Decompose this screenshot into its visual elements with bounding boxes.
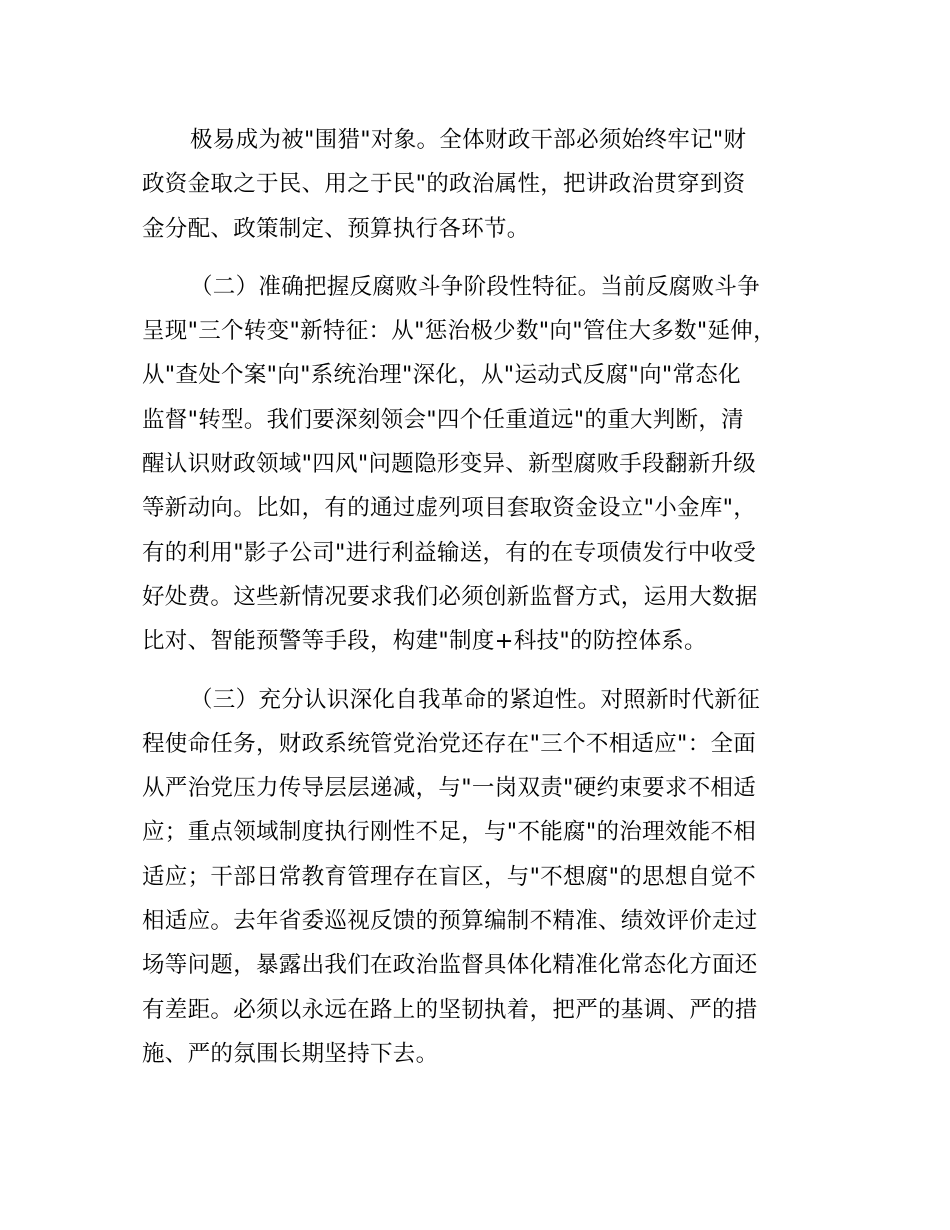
paragraph-line: 有的利用"影子公司"进行利益输送，有的在专项债发行中收受 [142, 539, 757, 566]
paragraph-line: 好处费。这些新情况要求我们必须创新监督方式，运用大数据 [142, 583, 758, 610]
paragraph-line: 应；重点领域制度执行刚性不足，与"不能腐"的治理效能不相 [142, 819, 757, 846]
paragraph-line: （二）准确把握反腐败斗争阶段性特征。当前反腐败斗争 [190, 273, 761, 300]
paragraph-line: 有差距。必须以永远在路上的坚韧执着，把严的基调、严的措 [142, 996, 758, 1023]
paragraph-line: 程使命任务，财政系统管党治党还存在"三个不相适应"：全面 [142, 730, 757, 757]
paragraph-line: 监督"转型。我们要深刻领会"四个任重道远"的重大判断，清 [142, 406, 744, 433]
paragraph-line: 相适应。去年省委巡视反馈的预算编制不精准、绩效评价走过 [142, 908, 758, 935]
paragraph-line: 从严治党压力传导层层递减，与"一岗双责"硬约束要求不相适 [142, 775, 757, 802]
document-body [142, 118, 832, 1076]
paragraph-3 [142, 678, 832, 1077]
paragraph-line: 政资金取之于民、用之于民"的政治属性，把讲政治贯穿到资 [142, 171, 746, 198]
paragraph-line: （三）充分认识深化自我革命的紧迫性。对照新时代新征 [190, 686, 761, 713]
paragraph-line: 呈现"三个转变"新特征：从"惩治极少数"向"管住大多数"延伸， [142, 318, 776, 345]
paragraph-line: 适应；干部日常教育管理存在盲区，与"不想腐"的思想自觉不 [142, 863, 757, 890]
paragraph-line: 比对、智能预警等手段，构建"制度+科技"的防控体系。 [142, 628, 707, 655]
paragraph-line: 金分配、政策制定、预算执行各环节。 [142, 215, 530, 242]
paragraph-line: 醒认识财政领域"四风"问题隐形变异、新型腐败手段翻新升级 [142, 451, 757, 478]
paragraph-line: 施、严的氛围长期坚持下去。 [142, 1040, 439, 1067]
paragraph-1 [142, 118, 832, 251]
paragraph-line: 从"查处个案"向"系统治理"深化，从"运动式反腐"向"常态化 [142, 362, 741, 389]
paragraph-line: 等新动向。比如，有的通过虚列项目套取资金设立"小金库"， [142, 495, 757, 522]
paragraph-2 [142, 265, 832, 664]
paragraph-line: 极易成为被"围猎"对象。全体财政干部必须始终牢记"财 [190, 127, 747, 153]
paragraph-line: 场等问题，暴露出我们在政治监督具体化精准化常态化方面还 [142, 952, 758, 979]
